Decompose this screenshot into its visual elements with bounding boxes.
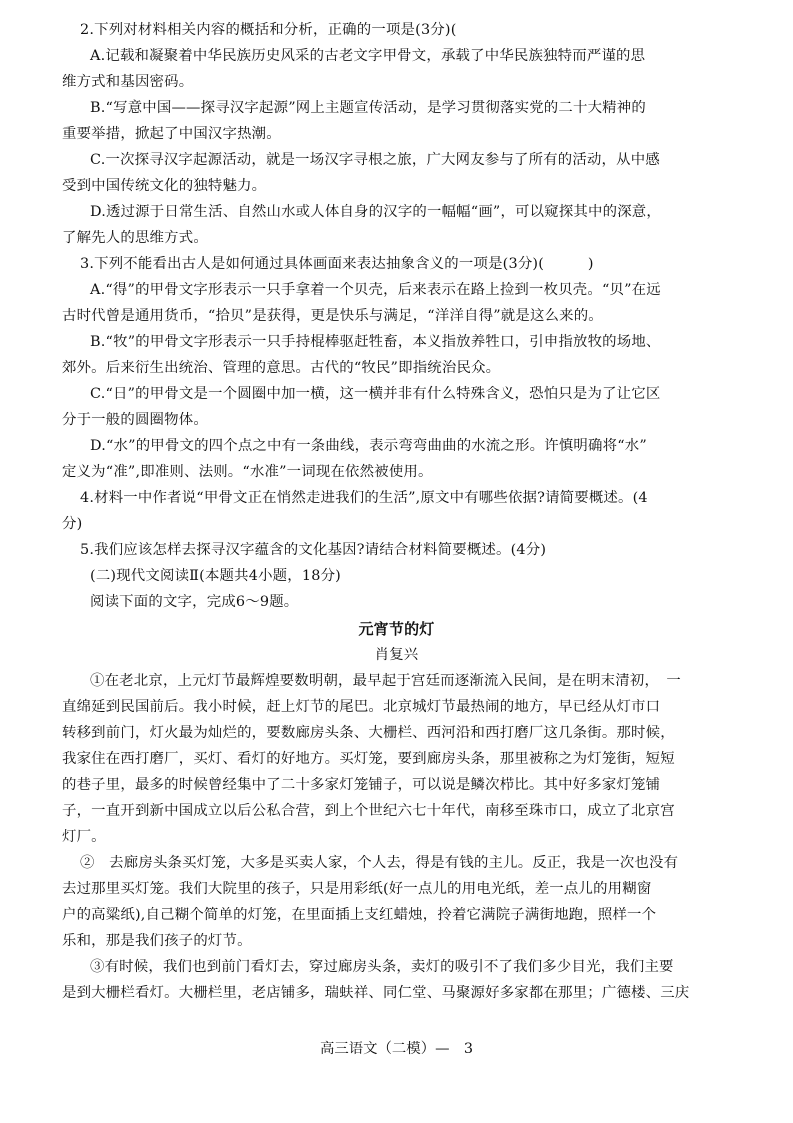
paragraph-2-line-4: 乐和，那是我们孩子的灯节。 <box>62 933 252 949</box>
paragraph-1-line-5: 的巷子里，最多的时候曾经集中了二十多家灯笼铺子，可以说是鳞次栉比。其中好多家灯笼铺 <box>62 777 661 793</box>
paragraph-3-line-2: 是到大栅栏看灯。大栅栏里，老店铺多，瑞蚨祥、同仁堂、马聚源好多家都在那里；广德楼、三庆 <box>62 985 690 1001</box>
option-2a-line-2: 维方式和基因密码。 <box>62 74 194 90</box>
option-3b-line-1: B.“牧”的甲骨文字形表示一只手持棍棒驱赶牲畜，本义指放养牲口，引申指放牧的场地、 <box>90 334 661 350</box>
option-3a-line-1: A.“得”的甲骨文字形表示一只手拿着一个贝壳，后来表示在路上捡到一枚贝壳。“贝”在远 <box>90 282 661 298</box>
option-3b-line-2: 郊外。后来衍生出统治、管理的意思。古代的“牧民”即指统治民众。 <box>62 360 501 376</box>
question-5: 5.我们应该怎样去探寻汉字蕴含的文化基因?请结合材料简要概述。(4分) <box>80 542 547 558</box>
paragraph-1-line-1: ①在老北京，上元灯节最辉煌要数明朝，最早起于宫廷而逐渐流入民间，是在明末清初， 一 <box>90 673 682 689</box>
paragraph-1-line-7: 灯厂。 <box>62 829 106 845</box>
page-footer: 高三语文（二模）— 3 <box>319 1041 474 1057</box>
option-2c-line-1: C.一次探寻汉字起源活动，就是一场汉字寻根之旅，广大网友参与了所有的活动，从中感 <box>90 152 660 168</box>
article-author: 肖复兴 <box>374 647 419 663</box>
option-2b-line-2: 重要举措，掀起了中国汉字热潮。 <box>62 126 281 142</box>
option-3c-line-2: 分于一般的圆圈物体。 <box>62 412 208 428</box>
reading-instruction: 阅读下面的文字，完成6～9题。 <box>90 594 299 610</box>
option-3d-line-1: D.“水”的甲骨文的四个点之中有一条曲线，表示弯弯曲曲的水流之形。许慎明确将“水” <box>90 438 647 454</box>
option-3d-line-2: 定义为“准”,即准则、法则。“水准”一词现在依然被使用。 <box>62 464 433 480</box>
option-3c-line-1: C.“日”的甲骨文是一个圆圈中加一横，这一横并非有什么特殊含义，恐怕只是为了让它区 <box>90 386 661 402</box>
option-2d-line-1: D.透过源于日常生活、自然山水或人体自身的汉字的一幅幅“画”，可以窥探其中的深意， <box>90 204 661 220</box>
option-2c-line-2: 受到中国传统文化的独特魅力。 <box>62 178 267 194</box>
paragraph-1-line-2: 直绵延到民国前后。我小时候，赶上灯节的尾巴。北京城灯节最热闹的地方，早已经从灯市口 <box>62 699 661 715</box>
paragraph-1-line-3: 转移到前门，灯火最为灿烂的，要数廊房头条、大栅栏、西河沿和西打磨厂这几条街。那时候， <box>62 725 675 741</box>
question-3-stem: 3.下列不能看出古人是如何通过具体画面来表达抽象含义的一项是(3分)( ) <box>80 256 594 272</box>
question-2-stem: 2.下列对材料相关内容的概括和分析，正确的一项是(3分)( <box>80 22 457 38</box>
option-2d-line-2: 了解先人的思维方式。 <box>62 230 208 246</box>
option-2b-line-1: B.“写意中国——探寻汉字起源”网上主题宣传活动，是学习贯彻落实党的二十大精神的 <box>90 100 646 116</box>
paragraph-2-line-1: ② 去廊房头条买灯笼，大多是买卖人家，个人去，得是有钱的主儿。反正，我是一次也没有 <box>80 855 679 871</box>
paragraph-1-line-4: 我家住在西打磨厂，买灯、看灯的好地方。买灯笼，要到廊房头条，那里被称之为灯笼街，短短 <box>62 751 675 767</box>
question-4-line-1: 4.材料一中作者说“甲骨文正在悄然走进我们的生活”,原文中有哪些依据?请简要概述。(4 <box>80 490 648 506</box>
question-4-line-2: 分) <box>62 516 83 532</box>
option-2a-line-1: A.记载和凝聚着中华民族历史风采的古老文字甲骨文，承载了中华民族独特而严谨的思 <box>90 48 646 64</box>
paragraph-2-line-3: 户的高粱纸),自己糊个简单的灯笼，在里面插上支红蜡烛，拎着它满院子满街地跑，照样一个 <box>62 907 657 923</box>
paragraph-2-line-2: 去过那里买灯笼。我们大院里的孩子，只是用彩纸(好一点儿的用电光纸，差一点儿的用糊窗 <box>62 881 652 897</box>
section-heading: (二)现代文阅读Ⅱ(本题共4小题，18分) <box>90 568 341 584</box>
paragraph-3-line-1: ③有时候，我们也到前门看灯去，穿过廊房头条，卖灯的吸引不了我们多少目光，我们主要 <box>90 959 674 975</box>
paragraph-1-line-6: 子，一直开到新中国成立以后公私合营，到上个世纪六七十年代，南移至珠市口，成立了北京宫 <box>62 803 675 819</box>
article-title: 元宵节的灯 <box>358 620 435 638</box>
option-3a-line-2: 古时代曾是通用货币，“拾贝”是获得，更是快乐与满足，“洋洋自得”就是这么来的。 <box>62 308 603 324</box>
